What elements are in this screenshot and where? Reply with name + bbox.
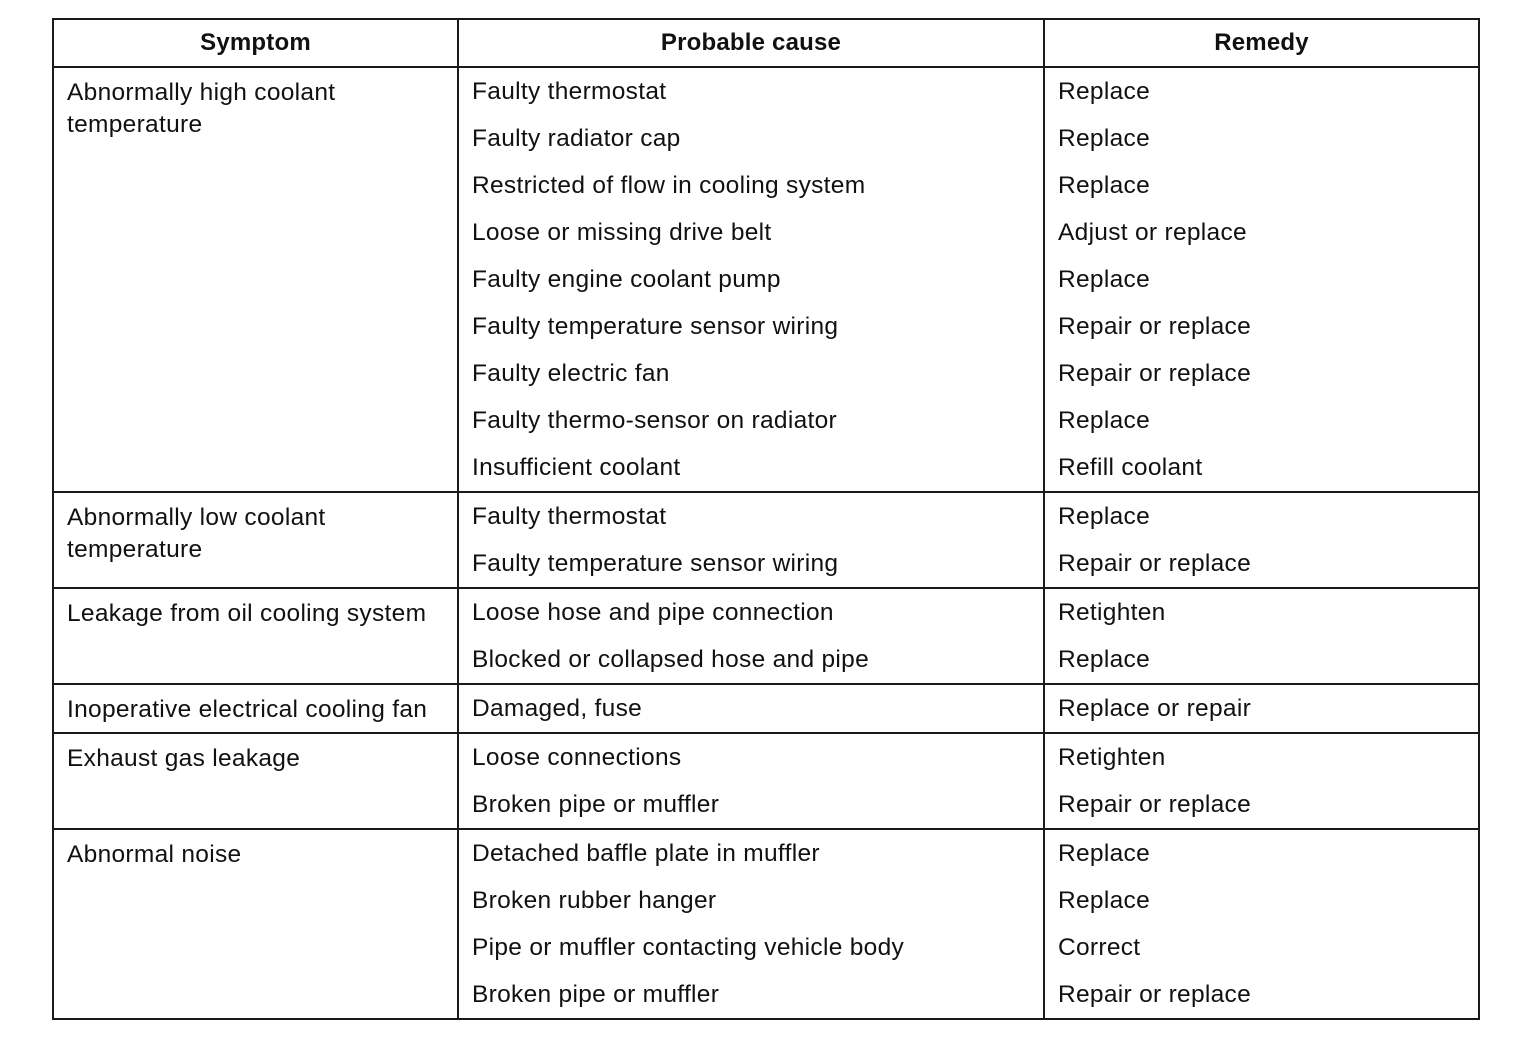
remedy-item: Replace or repair: [1058, 695, 1252, 722]
probable-cause-item: Restricted of flow in cooling system: [472, 172, 866, 199]
remedy-item: Repair or replace: [1058, 360, 1252, 387]
remedy-item: Replace: [1058, 78, 1150, 105]
symptom-text: Inoperative electrical cooling fan: [67, 696, 428, 723]
table-row: [53, 684, 1479, 733]
symptom-cell: [53, 684, 458, 733]
remedy-item: Retighten: [1058, 599, 1166, 626]
remedy-item: Repair or replace: [1058, 981, 1252, 1008]
probable-cause-cell: [458, 588, 1044, 684]
table-body: [53, 67, 1479, 1019]
symptom-cell: [53, 492, 458, 588]
probable-cause-item: Faulty engine coolant pump: [472, 266, 781, 293]
remedy-item: Replace: [1058, 840, 1150, 867]
symptom-cell: [53, 67, 458, 492]
probable-cause-item: Blocked or collapsed hose and pipe: [472, 646, 870, 673]
header-remedy: Remedy: [1044, 19, 1479, 67]
table-row: [53, 67, 1479, 492]
remedy-item: Adjust or replace: [1058, 219, 1247, 246]
remedy-item: Replace: [1058, 266, 1150, 293]
remedy-item: Replace: [1058, 646, 1150, 673]
remedy-item: Refill coolant: [1058, 454, 1203, 481]
remedy-cell: [1044, 588, 1479, 684]
table-row: [53, 492, 1479, 588]
symptom-cell: [53, 829, 458, 1019]
probable-cause-item: Faulty radiator cap: [472, 125, 681, 152]
symptom-cell: [53, 733, 458, 829]
probable-cause-item: Pipe or muffler contacting vehicle body: [472, 934, 905, 961]
remedy-item: Replace: [1058, 125, 1150, 152]
probable-cause-item: Damaged, fuse: [472, 695, 643, 722]
table-row: [53, 829, 1479, 1019]
probable-cause-item: Faulty electric fan: [472, 360, 670, 387]
probable-cause-item: Faulty thermostat: [472, 78, 667, 105]
remedy-item: Repair or replace: [1058, 550, 1252, 577]
remedy-item: Replace: [1058, 503, 1150, 530]
remedy-item: Correct: [1058, 934, 1141, 961]
symptom-text: Leakage from oil cooling system: [67, 600, 427, 627]
probable-cause-cell: [458, 67, 1044, 492]
symptom-text: Abnormal noise: [67, 841, 242, 868]
probable-cause-item: Loose or missing drive belt: [472, 219, 772, 246]
probable-cause-item: Insufficient coolant: [472, 454, 681, 481]
troubleshooting-table: [52, 18, 1480, 1020]
probable-cause-item: Broken pipe or muffler: [472, 981, 720, 1008]
probable-cause-cell: [458, 492, 1044, 588]
probable-cause-item: Broken rubber hanger: [472, 887, 717, 914]
table-header: [53, 19, 1479, 67]
remedy-cell: [1044, 733, 1479, 829]
remedy-item: Replace: [1058, 172, 1150, 199]
remedy-cell: [1044, 492, 1479, 588]
header-symptom: Symptom: [53, 19, 458, 67]
probable-cause-item: Loose connections: [472, 744, 682, 771]
probable-cause-cell: [458, 829, 1044, 1019]
symptom-text: Exhaust gas leakage: [67, 745, 301, 772]
probable-cause-item: Broken pipe or muffler: [472, 791, 720, 818]
probable-cause-item: Faulty thermo-sensor on radiator: [472, 407, 838, 434]
remedy-item: Replace: [1058, 887, 1150, 914]
symptom-text: Abnormally high coolant temperature: [67, 79, 336, 138]
remedy-cell: [1044, 67, 1479, 492]
remedy-cell: [1044, 829, 1479, 1019]
probable-cause-item: Loose hose and pipe connection: [472, 599, 834, 626]
probable-cause-item: Faulty temperature sensor wiring: [472, 313, 839, 340]
remedy-item: Repair or replace: [1058, 313, 1252, 340]
header-row: [53, 19, 1479, 67]
probable-cause-item: Faulty thermostat: [472, 503, 667, 530]
probable-cause-cell: [458, 733, 1044, 829]
symptom-text: Abnormally low coolant temperature: [67, 504, 326, 563]
symptom-cell: [53, 588, 458, 684]
remedy-item: Replace: [1058, 407, 1150, 434]
remedy-item: Repair or replace: [1058, 791, 1252, 818]
header-probable-cause: Probable cause: [458, 19, 1044, 67]
remedy-cell: [1044, 684, 1479, 733]
probable-cause-item: Faulty temperature sensor wiring: [472, 550, 839, 577]
probable-cause-item: Detached baffle plate in muffler: [472, 840, 820, 867]
remedy-item: Retighten: [1058, 744, 1166, 771]
table-row: [53, 588, 1479, 684]
probable-cause-cell: [458, 684, 1044, 733]
table-row: [53, 733, 1479, 829]
